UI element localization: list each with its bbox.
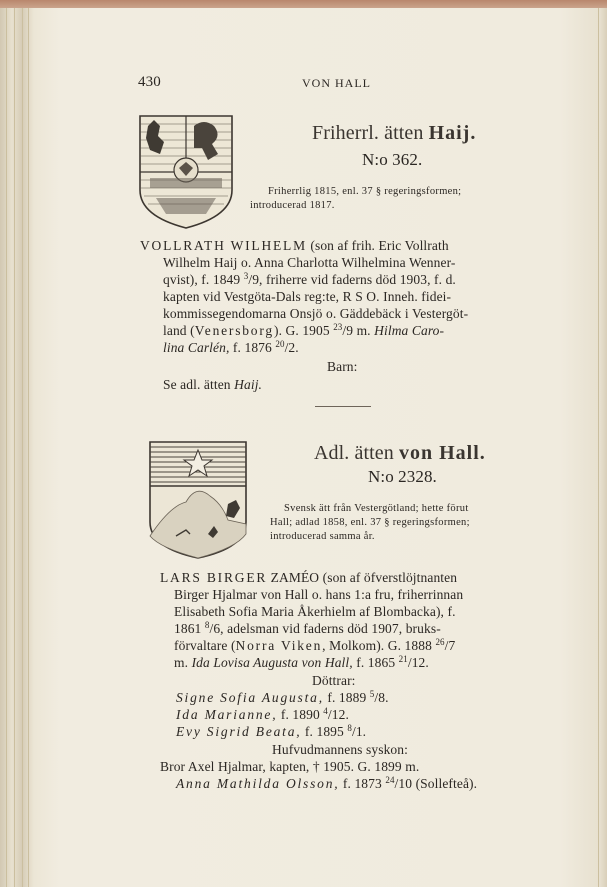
- haij-coat-of-arms-icon: [136, 112, 236, 232]
- von-hall-sibling: Anna Mathilda Olsson, f. 1873 $^{24}$/10 (Sollefteå).: [176, 775, 478, 791]
- page-top-edge: [0, 0, 607, 8]
- von-hall-entry-line: Elisabeth Sofia Maria Åkerhielm af Blombacka), f.: [174, 604, 456, 619]
- von-hall-siblings-heading: Hufvudmannens syskon:: [272, 742, 408, 757]
- von-hall-family-number: N:o 2328.: [368, 467, 437, 486]
- page-edge-line: [14, 8, 15, 887]
- page-edge-line: [22, 8, 23, 887]
- haij-entry-line: kapten vid Vestgöta-Dals reg:te, R S O. Inneh. fidei-: [163, 289, 452, 304]
- page-number: 430: [138, 74, 161, 90]
- page-edge-line: [6, 8, 7, 887]
- haij-info-line: introducerad 1817.: [250, 200, 335, 211]
- haij-family-number: N:o 362.: [362, 150, 423, 169]
- von-hall-family-title: Adl. ätten von Hall.: [314, 442, 486, 464]
- page-edge-line: [598, 8, 599, 887]
- running-title: VON HALL: [302, 76, 371, 90]
- haij-see-reference: Se adl. ätten Haij.: [163, 377, 263, 392]
- von-hall-daughters-heading: Döttrar:: [312, 673, 356, 688]
- page-edge-line: [28, 8, 29, 887]
- section-divider: [315, 406, 371, 407]
- von-hall-daughter: Ida Marianne, f. 1890 $^4$/12.: [176, 706, 349, 722]
- haij-entry-line: kommissegendomarna Onsjö o. Gäddebäck i Vestergöt-: [163, 306, 469, 321]
- von-hall-info-line: Svensk ätt från Vestergötland; hette förut: [284, 503, 469, 514]
- von-hall-entry-line: m. Ida Lovisa Augusta von Hall, f. 1865 $^{21}$/12.: [174, 654, 429, 670]
- von-hall-entry-line: LARS BIRGER ZAMÉO (son af öfverstlöjtnanten: [160, 570, 458, 585]
- von-hall-entry-line: förvaltare (Norra Viken, Molkom). G. 1888 $^{26}$/7: [174, 637, 456, 653]
- von-hall-entry-line: 1861 $^8$/6, adelsman vid faderns död 1907, bruks-: [174, 620, 441, 636]
- haij-family-title: Friherrl. ätten Haij.: [312, 122, 477, 144]
- haij-entry-line: lina Carlén, f. 1876 $^{20}$/2.: [163, 339, 299, 355]
- haij-info-line: Friherrlig 1815, enl. 37 § regeringsformen;: [268, 186, 462, 197]
- von-hall-info-line: Hall; adlad 1858, enl. 37 § regeringsformen;: [270, 517, 470, 528]
- haij-entry-line: land (Venersborg). G. 1905 $^{23}$/9 m. Hilma Caro-: [163, 322, 445, 338]
- von-hall-daughter: Evy Sigrid Beata, f. 1895 $^8$/1.: [176, 723, 367, 739]
- haij-entry-line: Wilhelm Haij o. Anna Charlotta Wilhelmina Wenner-: [163, 255, 456, 270]
- von-hall-coat-of-arms-icon: [148, 438, 248, 560]
- von-hall-entry-line: Birger Hjalmar von Hall o. hans 1:a fru, friherrinnan: [174, 587, 464, 602]
- von-hall-info-line: introducerad samma år.: [270, 531, 375, 542]
- von-hall-daughter: Signe Sofia Augusta, f. 1889 $^5$/8.: [176, 689, 389, 705]
- haij-entry-line: VOLLRATH WILHELM (son af frih. Eric Vollrath: [140, 238, 449, 253]
- haij-entry-line: qvist), f. 1849 $^3$/9, friherre vid faderns död 1903, f. d.: [163, 271, 456, 287]
- haij-children-heading: Barn:: [327, 359, 358, 374]
- von-hall-sibling: Bror Axel Hjalmar, kapten, † 1905. G. 1899 m.: [160, 759, 420, 774]
